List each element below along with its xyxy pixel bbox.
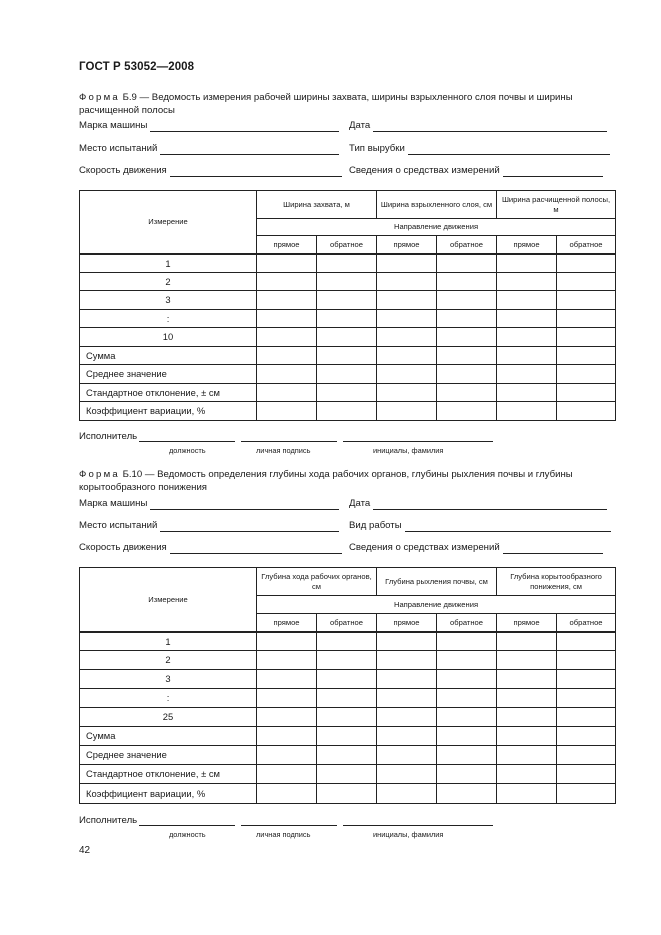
table-cell	[497, 689, 557, 708]
table-cell	[497, 402, 557, 421]
direction-header: Направление движения	[257, 596, 616, 614]
field-test-place	[79, 520, 339, 532]
table-cell	[497, 310, 557, 328]
row-label: 3	[80, 670, 257, 689]
group-header: Глубина рыхления почвы, см	[377, 568, 497, 596]
table-row	[80, 632, 616, 651]
field-line	[150, 122, 339, 132]
table-cell	[497, 273, 557, 291]
table-cell	[317, 784, 377, 804]
field-machine-brand	[79, 120, 339, 132]
table-cell	[497, 632, 557, 651]
form-title	[79, 91, 615, 117]
direction-label: прямое	[497, 236, 557, 254]
table-row	[80, 254, 616, 273]
direction-label: прямое	[257, 236, 317, 254]
table-cell	[557, 328, 616, 347]
table-row	[80, 347, 616, 365]
field-label: Дата	[349, 120, 371, 131]
group-header: Ширина захвата, м	[257, 191, 377, 219]
table-cell	[257, 254, 317, 273]
table-cell	[317, 384, 377, 402]
document-header: ГОСТ Р 53052—2008	[79, 61, 195, 73]
table-cell	[497, 746, 557, 765]
table-cell	[497, 727, 557, 746]
table-cell	[257, 291, 317, 310]
table-row	[80, 365, 616, 384]
field-line	[150, 500, 339, 510]
table-cell	[377, 651, 437, 670]
table-cell	[437, 310, 497, 328]
field-speed	[79, 165, 342, 177]
field-line	[503, 167, 603, 177]
table-cell	[377, 689, 437, 708]
field-line	[170, 544, 342, 554]
signature-blank	[241, 816, 337, 826]
row-label: 2	[80, 273, 257, 291]
field-line	[408, 145, 610, 155]
table-cell	[557, 670, 616, 689]
signature-label: Исполнитель	[79, 431, 138, 442]
table-cell	[257, 328, 317, 347]
field-line	[503, 544, 603, 554]
table-row	[80, 384, 616, 402]
field-instruments	[349, 542, 603, 554]
table-cell	[437, 727, 497, 746]
table-cell	[377, 384, 437, 402]
measurement-header: Измерение	[80, 191, 257, 254]
direction-label: обратное	[557, 236, 616, 254]
table-cell	[437, 291, 497, 310]
table-cell	[437, 384, 497, 402]
signature-blank	[343, 432, 493, 442]
direction-label: прямое	[257, 614, 317, 632]
table-cell	[557, 402, 616, 421]
measurement-table	[79, 190, 616, 421]
table-row	[80, 310, 616, 328]
direction-label: обратное	[317, 614, 377, 632]
field-label: Сведения о средствах измерений	[349, 165, 500, 176]
table-cell	[437, 254, 497, 273]
table-cell	[377, 365, 437, 384]
table-cell	[497, 328, 557, 347]
direction-label: обратное	[437, 236, 497, 254]
page-number: 42	[79, 845, 91, 856]
row-label: 1	[80, 632, 257, 651]
table-row	[80, 670, 616, 689]
table-cell	[557, 689, 616, 708]
form-word: Форма	[79, 469, 120, 480]
signature-caption: должность	[169, 830, 206, 839]
table-cell	[437, 708, 497, 727]
table-cell	[437, 328, 497, 347]
table-cell	[497, 384, 557, 402]
table-cell	[317, 670, 377, 689]
table-cell	[257, 365, 317, 384]
table-cell	[497, 784, 557, 804]
table-cell	[557, 784, 616, 804]
table-cell	[257, 765, 317, 784]
field-line	[160, 145, 339, 155]
table-row	[80, 784, 616, 804]
direction-label: прямое	[377, 614, 437, 632]
table-cell	[257, 746, 317, 765]
table-cell	[437, 347, 497, 365]
field-label: Место испытаний	[79, 520, 158, 531]
table-cell	[557, 347, 616, 365]
field-line	[405, 522, 611, 532]
row-label: Среднее значение	[80, 746, 257, 765]
table-row	[80, 746, 616, 765]
field-instruments	[349, 165, 603, 177]
group-header: Ширина взрыхленного слоя, см	[377, 191, 497, 219]
table-cell	[317, 291, 377, 310]
table-cell	[377, 328, 437, 347]
form-title-text: Б.10 — Ведомость определения глубины хода рабочих органов, глубины рыхления почвы и глубины корытообразного понижения	[79, 469, 573, 493]
signature-caption: должность	[169, 446, 206, 455]
table-cell	[437, 651, 497, 670]
table-cell	[317, 765, 377, 784]
table-cell	[557, 365, 616, 384]
group-header: Глубина хода рабочих органов, см	[257, 568, 377, 596]
table-cell	[497, 651, 557, 670]
table-cell	[557, 310, 616, 328]
signature-blank	[241, 432, 337, 442]
field-label: Скорость движения	[79, 542, 167, 553]
table-cell	[557, 291, 616, 310]
table-cell	[257, 708, 317, 727]
row-label: 25	[80, 708, 257, 727]
row-label: Среднее значение	[80, 365, 257, 384]
row-label: 2	[80, 651, 257, 670]
field-label: Место испытаний	[79, 143, 158, 154]
table-cell	[497, 708, 557, 727]
table-cell	[437, 746, 497, 765]
table-cell	[437, 402, 497, 421]
field-speed	[79, 542, 342, 554]
field-label: Тип вырубки	[349, 143, 405, 154]
table-cell	[317, 746, 377, 765]
form-word: Форма	[79, 92, 120, 103]
table-cell	[257, 310, 317, 328]
table-cell	[557, 273, 616, 291]
measurement-table	[79, 567, 616, 804]
table-cell	[317, 727, 377, 746]
row-label: 3	[80, 291, 257, 310]
form-title	[79, 468, 615, 494]
row-label: Сумма	[80, 727, 257, 746]
signature-caption: инициалы, фамилия	[373, 830, 444, 839]
table-cell	[377, 291, 437, 310]
table-cell	[557, 384, 616, 402]
field-label: Сведения о средствах измерений	[349, 542, 500, 553]
group-header: Ширина расчищенной полосы, м	[497, 191, 616, 219]
direction-header: Направление движения	[257, 219, 616, 236]
table-cell	[437, 670, 497, 689]
signature-caption: инициалы, фамилия	[373, 446, 444, 455]
row-label: :	[80, 310, 257, 328]
table-cell	[257, 273, 317, 291]
table-cell	[497, 254, 557, 273]
table-cell	[437, 632, 497, 651]
form-title-text: Б.9 — Ведомость измерения рабочей ширины захвата, ширины взрыхленного слоя почвы и ширины расчищенной полосы	[79, 92, 573, 116]
field-line	[373, 122, 607, 132]
table-cell	[497, 347, 557, 365]
row-label: Стандартное отклонение, ± см	[80, 765, 257, 784]
table-cell	[377, 402, 437, 421]
field-line	[170, 167, 342, 177]
table-cell	[317, 254, 377, 273]
table-cell	[257, 689, 317, 708]
table-cell	[557, 651, 616, 670]
field-date	[349, 120, 607, 132]
table-cell	[377, 670, 437, 689]
table-cell	[257, 651, 317, 670]
signature-line	[79, 431, 493, 442]
direction-label: обратное	[437, 614, 497, 632]
table-cell	[377, 347, 437, 365]
table-cell	[317, 689, 377, 708]
field-label: Марка машины	[79, 120, 148, 131]
table-cell	[317, 402, 377, 421]
table-cell	[257, 784, 317, 804]
row-label: Коэффициент вариации, %	[80, 784, 257, 804]
table-row	[80, 291, 616, 310]
field-label: Вид работы	[349, 520, 402, 531]
table-row	[80, 727, 616, 746]
measurement-header: Измерение	[80, 568, 257, 632]
table-cell	[497, 765, 557, 784]
table-row	[80, 765, 616, 784]
table-row	[80, 402, 616, 421]
table-cell	[317, 632, 377, 651]
field-line	[373, 500, 607, 510]
field-label: Марка машины	[79, 498, 148, 509]
table-row	[80, 273, 616, 291]
direction-label: прямое	[497, 614, 557, 632]
table-cell	[377, 708, 437, 727]
field-line	[160, 522, 339, 532]
row-label: Стандартное отклонение, ± см	[80, 384, 257, 402]
table-cell	[317, 708, 377, 727]
table-row	[80, 328, 616, 347]
table-cell	[437, 784, 497, 804]
table-cell	[257, 727, 317, 746]
table-cell	[257, 347, 317, 365]
table-cell	[497, 670, 557, 689]
table-cell	[437, 765, 497, 784]
row-label: :	[80, 689, 257, 708]
signature-blank	[139, 816, 235, 826]
table-cell	[377, 727, 437, 746]
table-cell	[557, 632, 616, 651]
table-cell	[317, 310, 377, 328]
table-cell	[437, 689, 497, 708]
table-cell	[317, 273, 377, 291]
direction-label: прямое	[377, 236, 437, 254]
field-date	[349, 498, 607, 510]
table-cell	[317, 651, 377, 670]
table-row	[80, 689, 616, 708]
table-cell	[377, 310, 437, 328]
table-cell	[557, 254, 616, 273]
table-cell	[257, 384, 317, 402]
table-cell	[557, 746, 616, 765]
row-label: 10	[80, 328, 257, 347]
signature-label: Исполнитель	[79, 815, 138, 826]
table-cell	[317, 328, 377, 347]
table-cell	[377, 784, 437, 804]
group-header: Глубина корытообразного понижения, см	[497, 568, 616, 596]
table-cell	[437, 365, 497, 384]
field-cut-type	[349, 143, 610, 155]
table-cell	[257, 402, 317, 421]
row-label: Коэффициент вариации, %	[80, 402, 257, 421]
field-test-place	[79, 143, 339, 155]
signature-blank	[343, 816, 493, 826]
table-cell	[317, 347, 377, 365]
field-label: Скорость движения	[79, 165, 167, 176]
direction-label: обратное	[317, 236, 377, 254]
row-label: Сумма	[80, 347, 257, 365]
table-cell	[557, 708, 616, 727]
table-cell	[437, 273, 497, 291]
signature-caption: личная подпись	[256, 446, 311, 455]
table-cell	[557, 765, 616, 784]
table-cell	[377, 273, 437, 291]
field-machine-brand	[79, 498, 339, 510]
table-row	[80, 651, 616, 670]
table-cell	[497, 365, 557, 384]
table-row	[80, 708, 616, 727]
field-label: Дата	[349, 498, 371, 509]
table-cell	[377, 765, 437, 784]
table-cell	[557, 727, 616, 746]
table-cell	[497, 291, 557, 310]
signature-blank	[139, 432, 235, 442]
direction-label: обратное	[557, 614, 616, 632]
row-label: 1	[80, 254, 257, 273]
table-cell	[257, 632, 317, 651]
table-cell	[317, 365, 377, 384]
table-cell	[377, 254, 437, 273]
signature-caption: личная подпись	[256, 830, 311, 839]
field-work-type	[349, 520, 611, 532]
table-cell	[257, 670, 317, 689]
signature-line	[79, 815, 493, 826]
table-cell	[377, 632, 437, 651]
table-cell	[377, 746, 437, 765]
